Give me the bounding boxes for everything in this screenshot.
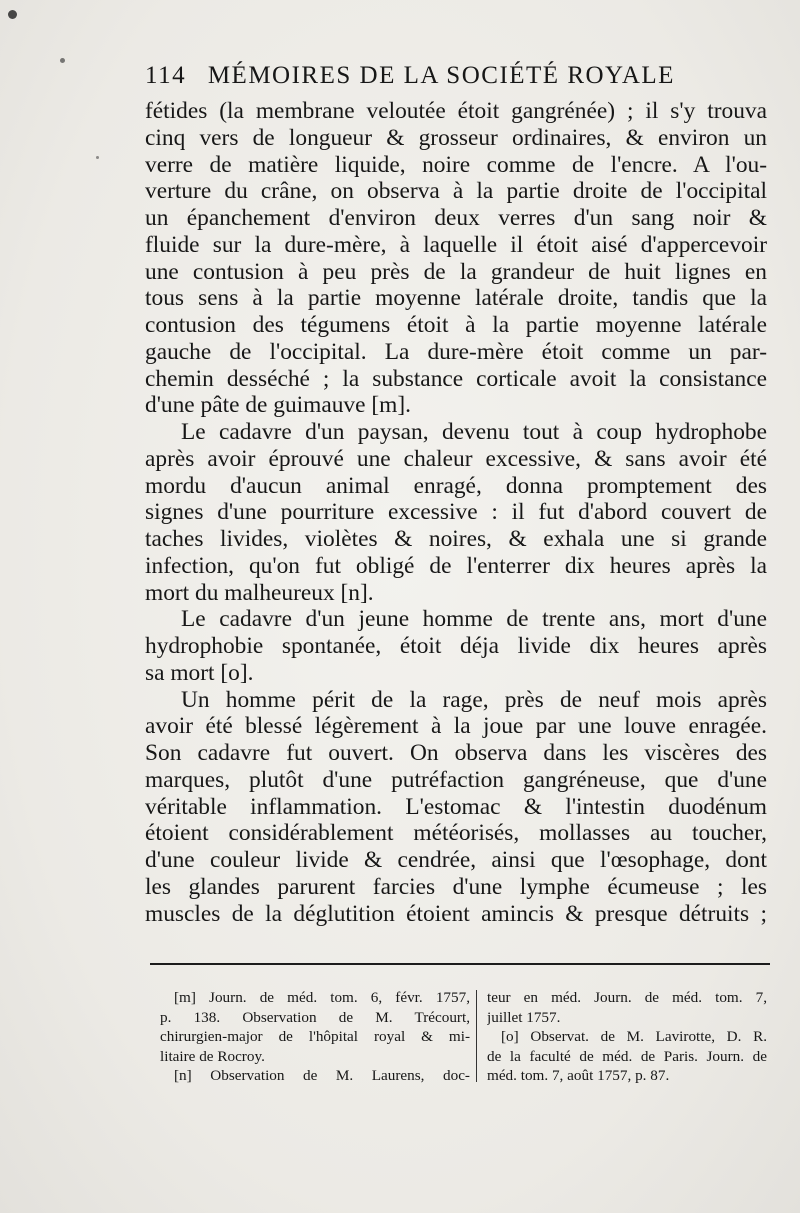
text-line: hydrophobie spontanée, étoit déja livide dix heures après [145, 633, 767, 659]
footnote-line: [o] Observat. de M. Lavirotte, D. R. [501, 1028, 767, 1046]
ink-spot [8, 10, 17, 19]
text-line: muscles de la déglutition étoient amincis & presque détruits ; [145, 900, 767, 927]
footnote-line: [m] Journ. de méd. tom. 6, févr. 1757, [174, 989, 470, 1006]
footnotes-left-column [160, 988, 470, 1086]
text-line: tous sens à la partie moyenne latérale droite, tandis que la [145, 285, 767, 312]
footnote-rule [150, 963, 770, 965]
text-line: Son cadavre fut ouvert. On observa dans les viscères des [145, 740, 767, 766]
text-line: avoir été blessé légèrement à la joue par une louve enragée. [145, 713, 767, 740]
text-line: Le cadavre d'un jeune homme de trente ans, mort d'une [181, 606, 767, 633]
text-line: étoient considérablement météorisés, mollasses au toucher, [145, 820, 767, 847]
page-header [145, 62, 745, 102]
text-line: verre de matière liquide, noire comme de l'encre. A l'ou- [145, 151, 767, 178]
text-line: après avoir éprouvé une chaleur excessive, & sans avoir été [145, 445, 767, 472]
text-line: d'une pâte de guimauve [m]. [145, 392, 411, 419]
footnote-line: de la faculté de méd. de Paris. Journ. de [487, 1047, 767, 1065]
text-line: sa mort [o]. [145, 659, 254, 686]
text-line: un épanchement d'environ deux verres d'un sang noir & [145, 205, 767, 231]
main-text [145, 98, 767, 927]
text-line: gauche de l'occipital. La dure-mère étoit comme un par- [145, 338, 767, 365]
footnote-line: litaire de Rocroy. [160, 1047, 265, 1065]
footnotes-right-column [487, 988, 767, 1086]
footnote-line: juillet 1757. [487, 1008, 561, 1026]
text-line: marques, plutôt d'une putréfaction gangréneuse, que d'une [145, 766, 767, 793]
ink-spot [96, 156, 99, 159]
text-line: taches livides, violètes & noires, & exhala une si grande [145, 526, 767, 552]
text-line: les glandes parurent farcies d'une lymphe écumeuse ; les [145, 873, 767, 900]
text-line: Le cadavre d'un paysan, devenu tout à coup hydrophobe [181, 419, 767, 445]
text-line: véritable inflammation. L'estomac & l'intestin duodénum [145, 793, 767, 820]
footnote-line: chirurgien-major de l'hôpital royal & mi- [160, 1028, 470, 1046]
ink-spot [60, 58, 65, 63]
text-line: verture du crâne, on observa à la partie droite de l'occipital [145, 178, 767, 205]
footnote-line: méd. tom. 7, août 1757, p. 87. [487, 1067, 670, 1085]
text-line: d'une couleur livide & cendrée, ainsi que l'œsophage, dont [145, 847, 767, 873]
text-line: cinq vers de longueur & grosseur ordinaires, & environ un [145, 124, 767, 151]
footnote-line: teur en méd. Journ. de méd. tom. 7, [487, 989, 767, 1006]
footnote-column-divider [476, 990, 477, 1082]
footnote-line: p. 138. Observation de M. Trécourt, [160, 1008, 470, 1026]
text-line: mort du malheureux [n]. [145, 579, 374, 606]
text-line: fluide sur la dure-mère, à laquelle il étoit aisé d'appercevoir [145, 231, 767, 258]
text-line: signes d'une pourriture excessive : il fut d'abord couvert de [145, 499, 767, 526]
text-line: contusion des tégumens étoit à la partie moyenne latérale [145, 312, 767, 338]
text-line: mordu d'aucun animal enragé, donna promptement des [145, 472, 767, 499]
text-line: infection, qu'on fut obligé de l'enterrer dix heures après la [145, 552, 767, 579]
text-line: fétides (la membrane veloutée étoit gangrénée) ; il s'y trouva [145, 98, 767, 124]
text-line: une contusion à peu près de la grandeur de huit lignes en [145, 258, 767, 285]
text-line: chemin desséché ; la substance corticale avoit la consistance [145, 365, 767, 392]
text-line: Un homme périt de la rage, près de neuf mois après [181, 686, 767, 713]
page-number: 114 [145, 62, 187, 89]
running-title: MÉMOIRES DE LA SOCIÉTÉ ROYALE [207, 62, 675, 89]
footnote-line: [n] Observation de M. Laurens, doc- [174, 1067, 470, 1085]
